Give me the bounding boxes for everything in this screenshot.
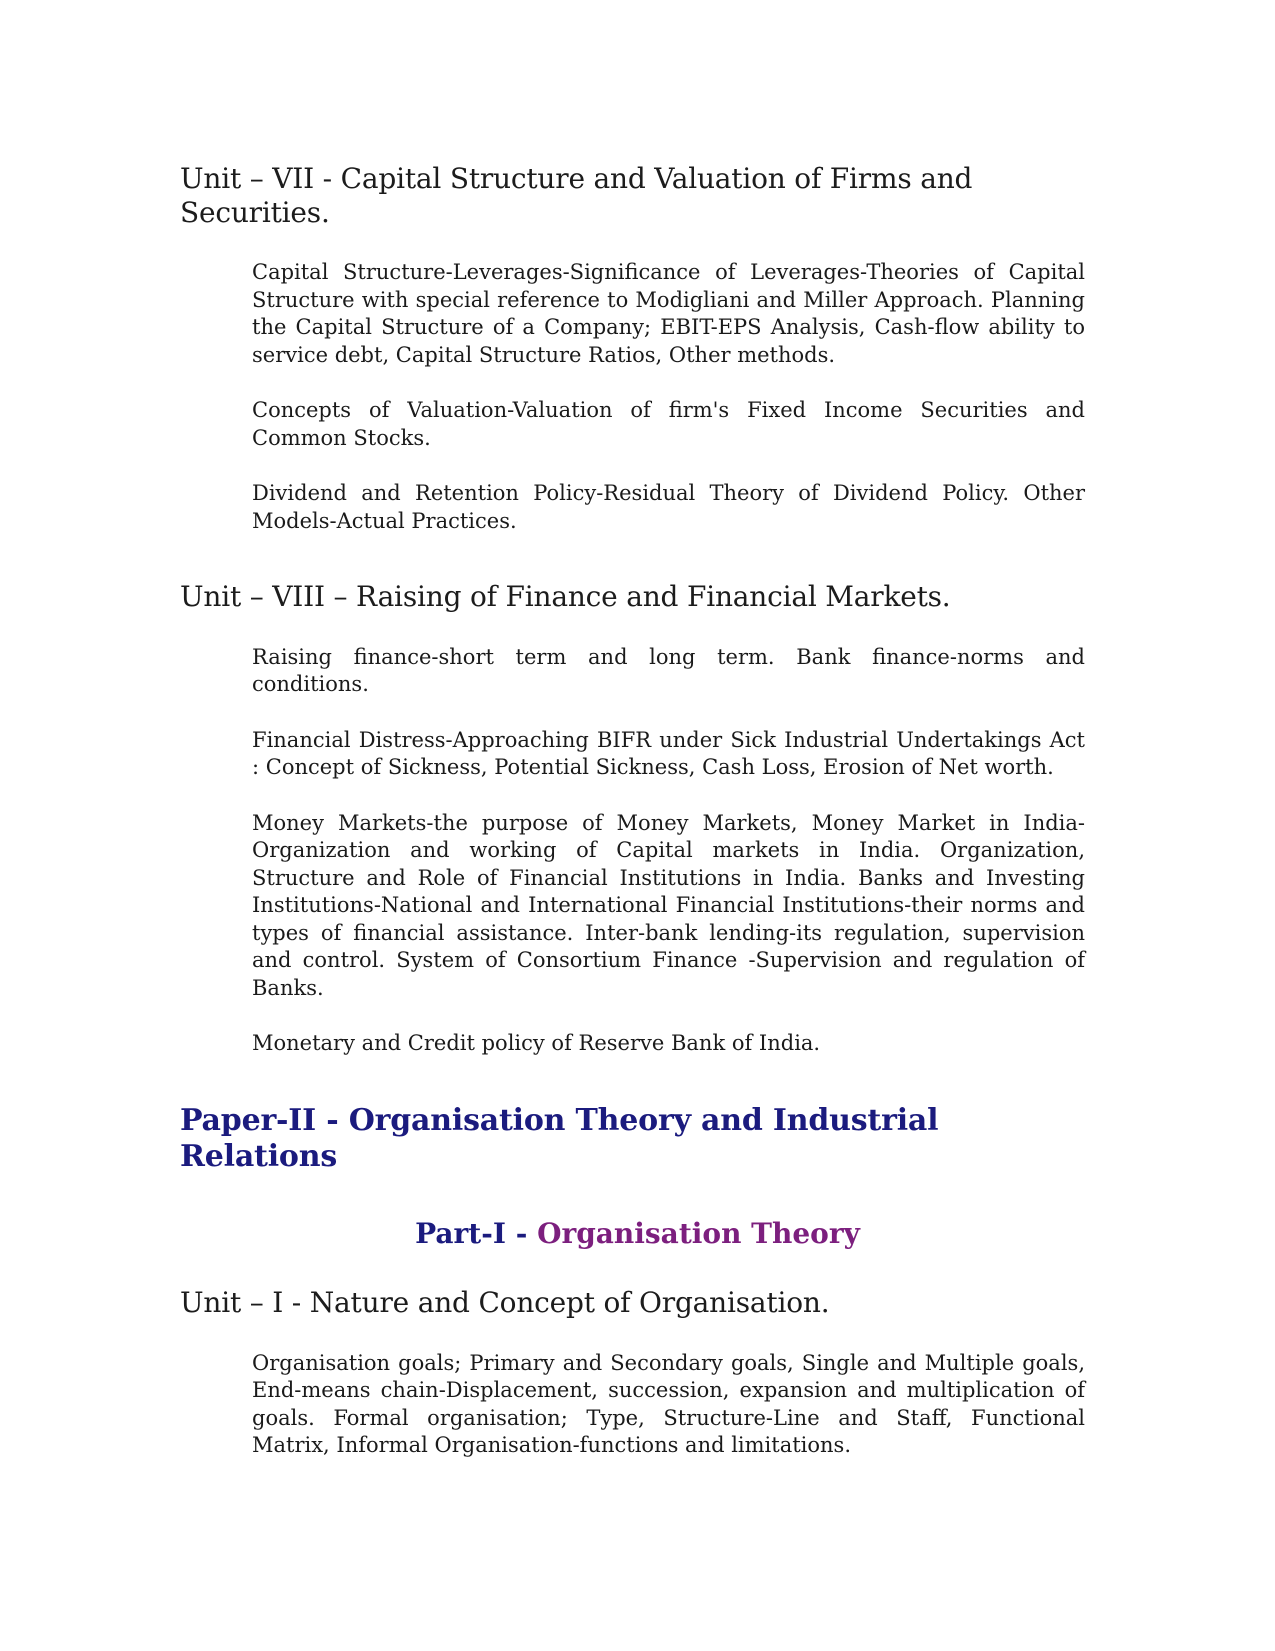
- part-1-heading: [0, 1217, 1275, 1251]
- unit-8-paragraph-money-markets: Money Markets-the purpose of Money Markets, Money Market in India-Organization and working of Capital markets in India. Organization, Structure and Role of Financial Institutions in India. Banks and Investing Institutions-National and International Financial Institutions-their norms and types of financial assistance. Inter-bank lending-its regulation, supervision and control. System of Consortium Finance -Supervision and regulation of Banks.: [252, 810, 1085, 1000]
- unit-1-paragraph-organisation-goals: Organisation goals; Primary and Secondary goals, Single and Multiple goals, End-means chain-Displacement, succession, expansion and multiplication of goals. Formal organisation; Type, Structure-Line and Staff, Functional Matrix, Informal Organisation-functions and limitations.: [252, 1350, 1085, 1458]
- section-unit-7: [180, 162, 1085, 535]
- unit-1-heading: Unit – I - Nature and Concept of Organisation.: [180, 1286, 830, 1320]
- unit-8-heading: Unit – VIII – Raising of Finance and Financial Markets.: [180, 580, 951, 614]
- unit-7-paragraph-capital-structure: Capital Structure-Leverages-Significance of Leverages-Theories of Capital Structure with special reference to Modigliani and Miller Approach. Planning the Capital Structure of a Company; EBIT-EPS Analysis, Cash-flow ability to service debt, Capital Structure Ratios, Other methods.: [252, 260, 1085, 367]
- unit-7-paragraph-concepts-of-valuation: Concepts of Valuation-Valuation of firm's Fixed Income Securities and Common Stocks.: [252, 398, 1085, 450]
- section-unit-1: [180, 1286, 1085, 1460]
- section-unit-8: [180, 580, 1085, 1058]
- unit-7-paragraph-dividend-retention: Dividend and Retention Policy-Residual Theory of Dividend Policy. Other Models-Actual Practices.: [252, 481, 1085, 533]
- unit-8-paragraph-raising-finance: Raising finance-short term and long term. Bank finance-norms and conditions.: [252, 644, 1085, 697]
- paper-2-heading: Paper-II - Organisation Theory and Industrial Relations: [180, 1102, 939, 1174]
- unit-7-heading: Unit – VII - Capital Structure and Valuation of Firms and Securities.: [180, 162, 973, 229]
- part-1-heading-prefix: Part-I -: [415, 1216, 538, 1250]
- part-1-heading-emphasis: Organisation Theory: [537, 1216, 860, 1250]
- unit-8-paragraph-monetary-credit-policy: Monetary and Credit policy of Reserve Bank of India.: [252, 1031, 821, 1056]
- unit-8-paragraph-financial-distress: Financial Distress-Approaching BIFR under Sick Industrial Undertakings Act : Concept of Sickness, Potential Sickness, Cash Loss, Erosion of Net worth.: [252, 727, 1085, 780]
